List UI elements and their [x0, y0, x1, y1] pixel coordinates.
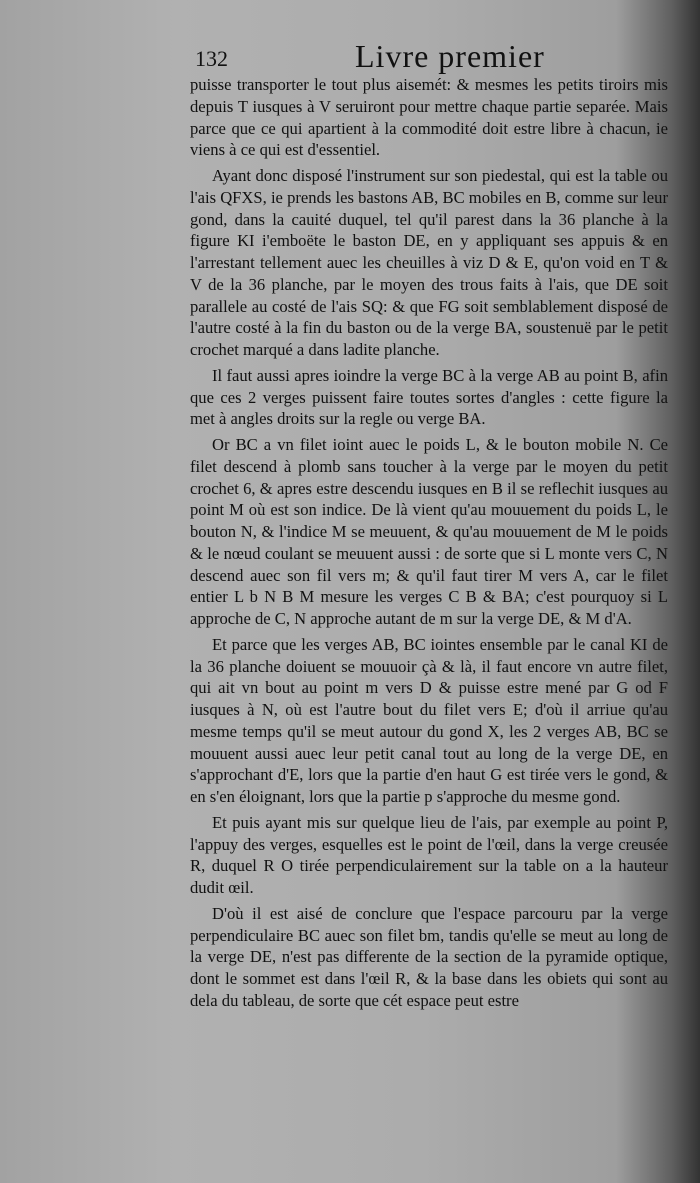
paragraph: Or BC a vn filet ioint auec le poids L, & le bouton mobile N. Ce filet descend à plomb sans toucher à la verge par le moyen du petit crochet 6, & apres estre descendu iusques en B il se reflechit iusques au point M où est son indice. De là vient qu'au mouuement du poids L, le bouton N, & l'indice M se meuuent, & qu'au mouuement de M le poids & le nœud coulant se meuuent aussi : de sorte que si L monte vers C, N descend auec son fil vers m; & qu'il faut tirer M vers A, car le filet entier L b N B M mesure les verges C B & BA; c'est pourquoy si L approche de C, N approche autant de m sur la verge DE, & M d'A.	[190, 435, 668, 628]
paragraph: puisse transporter le tout plus aisemét: & mesmes les petits tiroirs mis depuis T iusques à V seruiront pour mettre chaque partie separée. Mais parce que ce qui apartient à la commodité doit estre libre à chacun, ie viens à ce qui est d'essentiel.	[190, 75, 668, 160]
running-title: Livre premier	[355, 38, 545, 74]
paragraph: D'où il est aisé de conclure que l'espace parcouru par la verge perpendiculaire BC auec son filet bm, tandis qu'elle se meut au long de la verge DE, n'est pas differente de la section de la pyramide optique, dont le sommet est dans l'œil R, & la base dans les obiets qui sont au dela du tableau, de sorte que cét espace peut estre	[190, 903, 668, 1010]
paragraph: Et puis ayant mis sur quelque lieu de l'ais, par exemple au point P, l'appuy des verges, esquelles est le point de l'œil, dans la verge creusée R, duquel R O tirée perpendiculairement sur la table on a la hauteur dudit œil.	[190, 812, 668, 897]
paragraph: Et parce que les verges AB, BC iointes ensemble par le canal KI de la 36 planche doiuent se mouuoir çà & là, il faut encore vn autre filet, qui ait vn bout au point m vers D & puisse estre mené par G od F iusques à N, où est l'autre bout du filet vers E; d'où il arriue qu'au mesme temps qu'il se meut autour du gond X, les 2 verges AB, BC se mouuent aussi auec leur petit canal tout au long de la verge DE, en s'approchant d'E, lors que la partie d'en haut G est tirée vers le gond, & en s'en éloignant, lors que la partie p s'approche du mesme gond.	[190, 634, 668, 806]
page-number: 132	[195, 46, 228, 71]
paragraph: Il faut aussi apres ioindre la verge BC à la verge AB au point B, afin que ces 2 verges puissent faire toutes sortes d'angles : cette figure la met à angles droits sur la regle ou verge BA.	[190, 365, 668, 429]
paragraph: Ayant donc disposé l'instrument sur son piedestal, qui est la table ou l'ais QFXS, ie prends les bastons AB, BC mobiles en B, comme sur leur gond, dans la cauité duquel, tel qu'il parest dans la 36 planche à la figure KI i'emboëte le baston DE, en y appliquant ses appuis & en l'arrestant tellement auec les cheuilles à viz D & E, qu'on void en T & V de la 36 planche, par le moyen des trous faits à l'ais, que DE soit parallele au costé de l'ais SQ: & que FG soit semblablement disposé de l'autre costé à la fin du baston ou de la verge BA, soustenuë par le petit crochet marqué a dans ladite planche.	[190, 166, 668, 359]
body-text	[190, 74, 668, 1016]
